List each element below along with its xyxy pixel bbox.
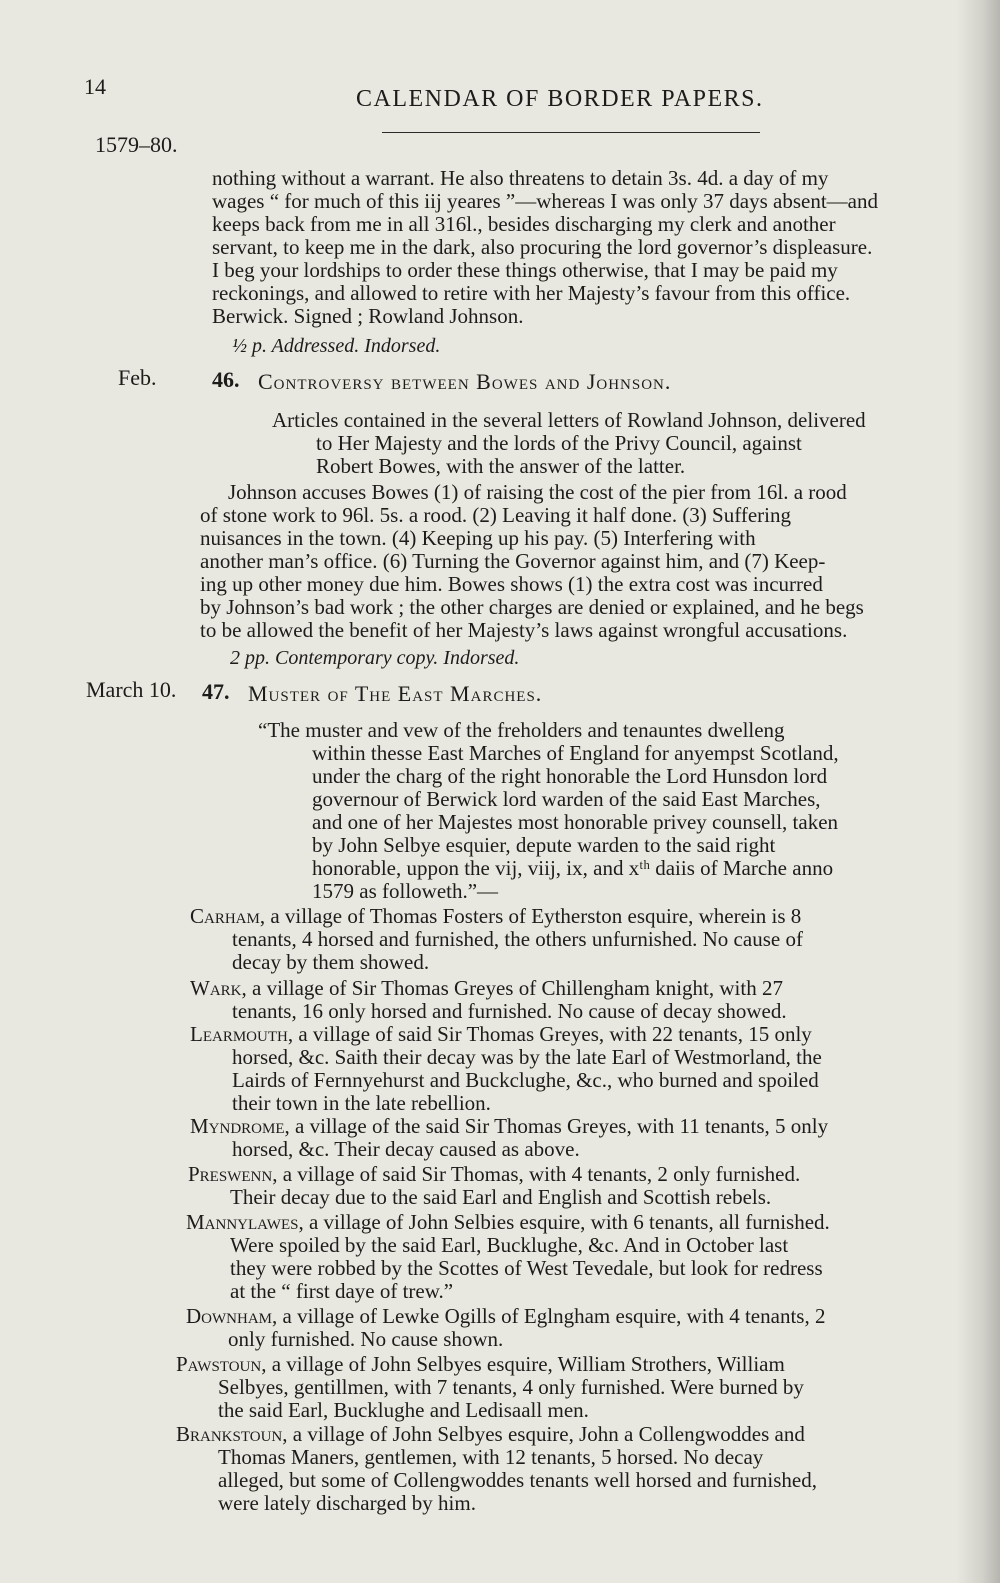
village-line: at the “ first daye of trew.” xyxy=(230,1279,454,1303)
village-entry: Preswenn, a village of said Sir Thomas, with 4 tenants, 2 only furnished. xyxy=(188,1162,801,1186)
village-line: tenants, 16 only horsed and furnished. No cause of decay showed. xyxy=(232,999,787,1023)
village-line: the said Earl, Bucklughe and Ledisaall men. xyxy=(218,1398,589,1422)
village-entry: Downham, a village of Lewke Ogills of Eglngham esquire, with 4 tenants, 2 xyxy=(186,1304,826,1328)
entry-number: 47. xyxy=(202,679,230,704)
document-note: 2 pp. Contemporary copy. Indorsed. xyxy=(230,647,520,669)
summary-line: to Her Majesty and the lords of the Privy Council, against xyxy=(316,431,802,455)
village-line: alleged, but some of Collengwoddes tenants well horsed and furnished, xyxy=(218,1468,817,1492)
village-line: only furnished. No cause shown. xyxy=(228,1327,504,1351)
continuation-line: servant, to keep me in the dark, also procuring the lord governor’s displeasure. xyxy=(212,235,873,259)
continuation-line: wages “ for much of this iij yeares ”—whereas I was only 37 days absent—and xyxy=(212,189,878,213)
village-line: Lairds of Fernnyehurst and Buckclughe, &c., who burned and spoiled xyxy=(232,1068,819,1092)
summary-line: Robert Bowes, with the answer of the latter. xyxy=(316,454,686,478)
body-line: nuisances in the town. (4) Keeping up his pay. (5) Interfering with xyxy=(200,526,756,550)
continuation-line: Berwick. Signed ; Rowland Johnson. xyxy=(212,304,524,328)
village-entry: Myndrome, a village of the said Sir Thomas Greyes, with 11 tenants, 5 only xyxy=(190,1114,829,1138)
entry-heading: Controversy between Bowes and Johnson. xyxy=(258,369,672,394)
village-line: were lately discharged by him. xyxy=(218,1491,476,1515)
page-number: 14 xyxy=(84,74,106,99)
village-line: horsed, &c. Saith their decay was by the late Earl of Westmorland, the xyxy=(232,1045,822,1069)
quote-line: governour of Berwick lord warden of the said East Marches, xyxy=(312,787,821,811)
village-line: horsed, &c. Their decay caused as above. xyxy=(232,1137,580,1161)
running-title: CALENDAR OF BORDER PAPERS. xyxy=(356,86,764,112)
quote-line: 1579 as followeth.”— xyxy=(312,879,499,903)
village-line: decay by them showed. xyxy=(232,950,430,974)
quote-line: under the charg of the right honorable the Lord Hunsdon lord xyxy=(312,764,828,788)
village-name: Preswenn xyxy=(188,1162,273,1186)
document-note: ½ p. Addressed. Indorsed. xyxy=(232,335,441,357)
village-name: Downham xyxy=(186,1304,272,1328)
continuation-line: I beg your lordships to order these things otherwise, that I may be paid my xyxy=(212,258,838,282)
village-name: Pawstoun xyxy=(176,1352,262,1376)
village-name: Mannylawes xyxy=(186,1210,299,1234)
body-line: Johnson accuses Bowes (1) of raising the cost of the pier from 16l. a rood xyxy=(228,480,847,504)
page-shadow xyxy=(956,0,1000,1583)
village-entry: Carham, a village of Thomas Fosters of Eytherston esquire, wherein is 8 xyxy=(190,904,802,928)
village-name: Wark xyxy=(190,976,242,1000)
entry-date: Feb. xyxy=(118,365,157,390)
quote-line: within thesse East Marches of England for anyempst Scotland, xyxy=(312,741,839,765)
entry-date: March 10. xyxy=(86,677,177,702)
village-name: Myndrome xyxy=(190,1114,285,1138)
village-entry: Wark, a village of Sir Thomas Greyes of Chillengham knight, with 27 xyxy=(190,976,783,1000)
quote-line: and one of her Majestes most honorable privey counsell, taken xyxy=(312,810,839,834)
village-entry: Learmouth, a village of said Sir Thomas Greyes, with 22 tenants, 15 only xyxy=(190,1022,812,1046)
body-line: to be allowed the benefit of her Majesty’s laws against wrongful accusations. xyxy=(200,618,848,642)
body-line: by Johnson’s bad work ; the other charges are denied or explained, and he begs xyxy=(200,595,864,619)
village-entry: Mannylawes, a village of John Selbies esquire, with 6 tenants, all furnished. xyxy=(186,1210,830,1234)
continuation-line: reckonings, and allowed to retire with her Majesty’s favour from this office. xyxy=(212,281,851,305)
quote-line: “The muster and vew of the freholders and tenauntes dwelleng xyxy=(258,718,785,742)
village-name: Carham xyxy=(190,904,260,928)
village-line: Selbyes, gentillmen, with 7 tenants, 4 only furnished. Were burned by xyxy=(218,1375,804,1399)
village-line: Were spoiled by the said Earl, Bucklughe, &c. And in October last xyxy=(230,1233,789,1257)
quote-line: honorable, uppon the vij, viij, ix, and xᵗʰ daiis of Marche anno xyxy=(312,856,834,880)
year-margin: 1579–80. xyxy=(95,132,178,157)
body-line: of stone work to 96l. 5s. a rood. (2) Leaving it half done. (3) Suffering xyxy=(200,503,791,527)
village-entry: Pawstoun, a village of John Selbyes esquire, William Strothers, William xyxy=(176,1352,785,1376)
body-line: ing up other money due him. Bowes shows (1) the extra cost was incurred xyxy=(200,572,823,596)
body-line: another man’s office. (6) Turning the Governor against him, and (7) Keep- xyxy=(200,549,826,573)
entry-heading: Muster of The East Marches. xyxy=(248,681,543,706)
village-name: Brankstoun xyxy=(176,1422,283,1446)
village-entry: Brankstoun, a village of John Selbyes esquire, John a Collengwoddes and xyxy=(176,1422,805,1446)
village-line: Their decay due to the said Earl and English and Scottish rebels. xyxy=(230,1185,772,1209)
continuation-line: nothing without a warrant. He also threatens to detain 3s. 4d. a day of my xyxy=(212,166,829,190)
header-rule xyxy=(382,132,760,133)
quote-line: by John Selbye esquier, depute warden to the said right xyxy=(312,833,776,857)
village-line: their town in the late rebellion. xyxy=(232,1091,491,1115)
village-name: Learmouth xyxy=(190,1022,288,1046)
entry-number: 46. xyxy=(212,367,240,392)
village-line: they were robbed by the Scottes of West Tevedale, but look for redress xyxy=(230,1256,823,1280)
village-line: tenants, 4 horsed and furnished, the others unfurnished. No cause of xyxy=(232,927,803,951)
continuation-line: keeps back from me in all 316l., besides discharging my clerk and another xyxy=(212,212,836,236)
village-line: Thomas Maners, gentlemen, with 12 tenants, 5 horsed. No decay xyxy=(218,1445,764,1469)
summary-line: Articles contained in the several letters of Rowland Johnson, delivered xyxy=(272,408,866,432)
